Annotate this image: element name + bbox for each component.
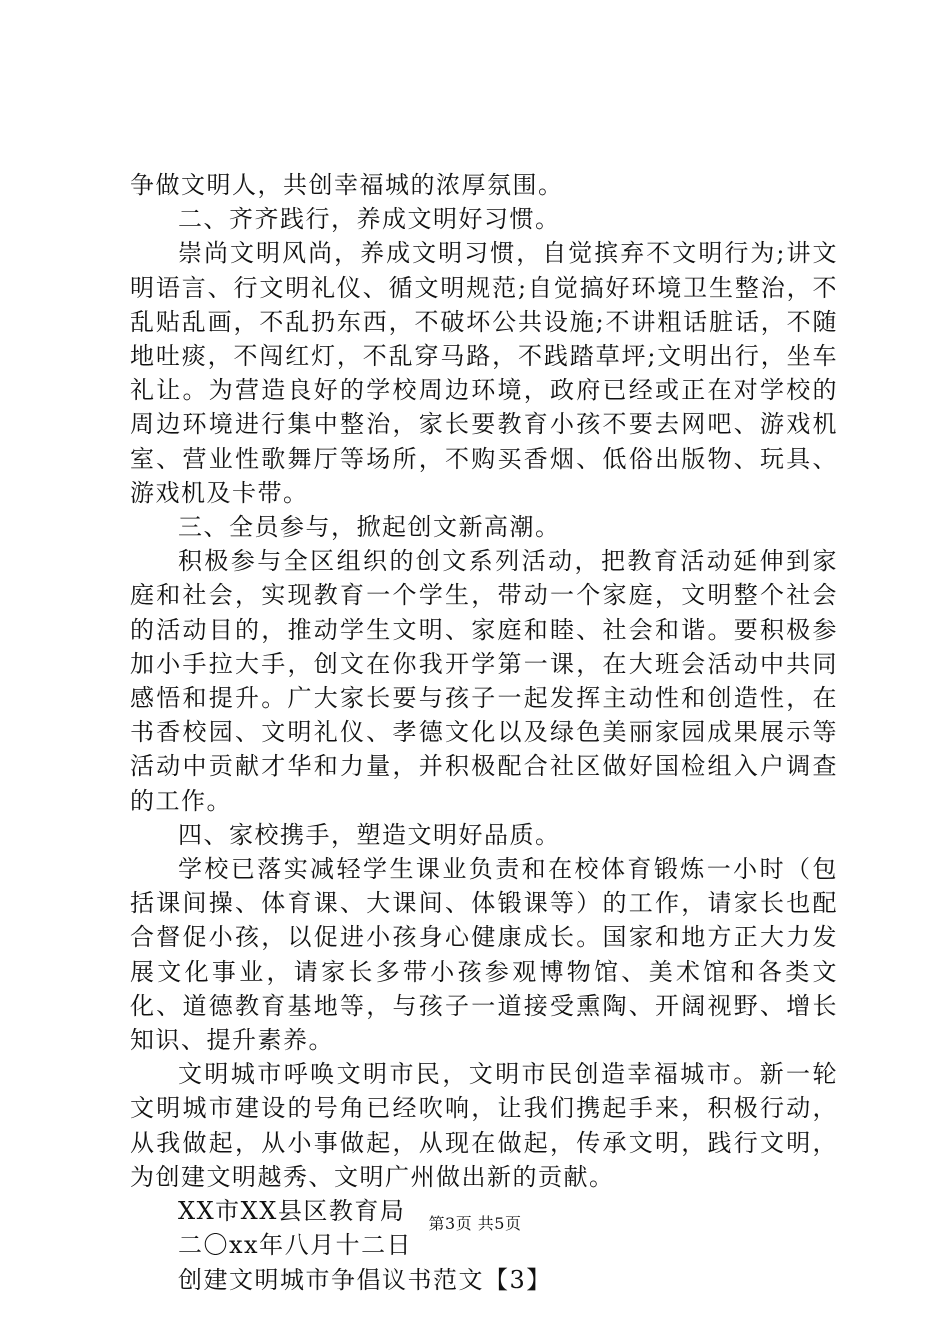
paragraph-section-2: 崇尚文明风尚，养成文明习惯，自觉摈弃不文明行为;讲文明语言、行文明礼仪、循文明规范;自觉搞好环境卫生整治，不乱贴乱画，不乱扔东西，不破坏公共设施;不讲粗话脏话，不随地吐痰，不闯红灯，不乱穿马路，不践踏草坪;文明出行，坐车礼让。为营造良好的学校周边环境，政府已经或正在对学校的周边环境进行集中整治，家长要教育小孩不要去网吧、游戏机室、营业性歌舞厅等场所，不购买香烟、低俗出版物、玩具、游戏机及卡带。 xyxy=(130,239,838,507)
document-body xyxy=(130,168,838,1297)
signature-organization: XX市XX县区教育局 xyxy=(178,1197,406,1226)
paragraph-closing: 文明城市呼唤文明市民，文明市民创造幸福城市。新一轮文明城市建设的号角已经吹响，让我们携起手来，积极行动，从我做起，从小事做起，从现在做起，传承文明，践行文明，为创建文明越秀、文明广州做出新的贡献。 xyxy=(130,1060,838,1191)
paragraph-section-3: 积极参与全区组织的创文系列活动，把教育活动延伸到家庭和社会，实现教育一个学生，带动一个家庭，文明整个社会的活动目的，推动学生文明、家庭和睦、社会和谐。要积极参加小手拉大手，创文在你我开学第一课，在大班会活动中共同感悟和提升。广大家长要与孩子一起发挥主动性和创造性，在书香校园、文明礼仪、孝德文化以及绿色美丽家园成果展示等活动中贡献才华和力量，并积极配合社区做好国检组入户调查的工作。 xyxy=(130,547,838,815)
section-heading-3: 三、全员参与，掀起创文新高潮。 xyxy=(178,513,561,542)
paragraph-section-4: 学校已落实减轻学生课业负责和在校体育锻炼一小时（包括课间操、体育课、大课间、体锻课等）的工作，请家长也配合督促小孩，以促进小孩身心健康成长。国家和地方正大力发展文化事业，请家长多带小孩参观博物馆、美术馆和各类文化、道德教育基地等，与孩子一道接受熏陶、开阔视野、增长知识、提升素养。 xyxy=(130,855,838,1055)
signature-date: 二〇xx年八月十二日 xyxy=(178,1231,413,1260)
section-heading-4: 四、家校携手，塑造文明好品质。 xyxy=(178,820,561,849)
next-article-title: 创建文明城市争倡议书范文【3】 xyxy=(178,1265,552,1294)
section-heading-2: 二、齐齐践行，养成文明好习惯。 xyxy=(178,205,561,234)
paragraph-continuation: 争做文明人，共创幸福城的浓厚氛围。 xyxy=(130,171,564,199)
page-number-footer: 第3页 共5页 xyxy=(428,1214,522,1233)
